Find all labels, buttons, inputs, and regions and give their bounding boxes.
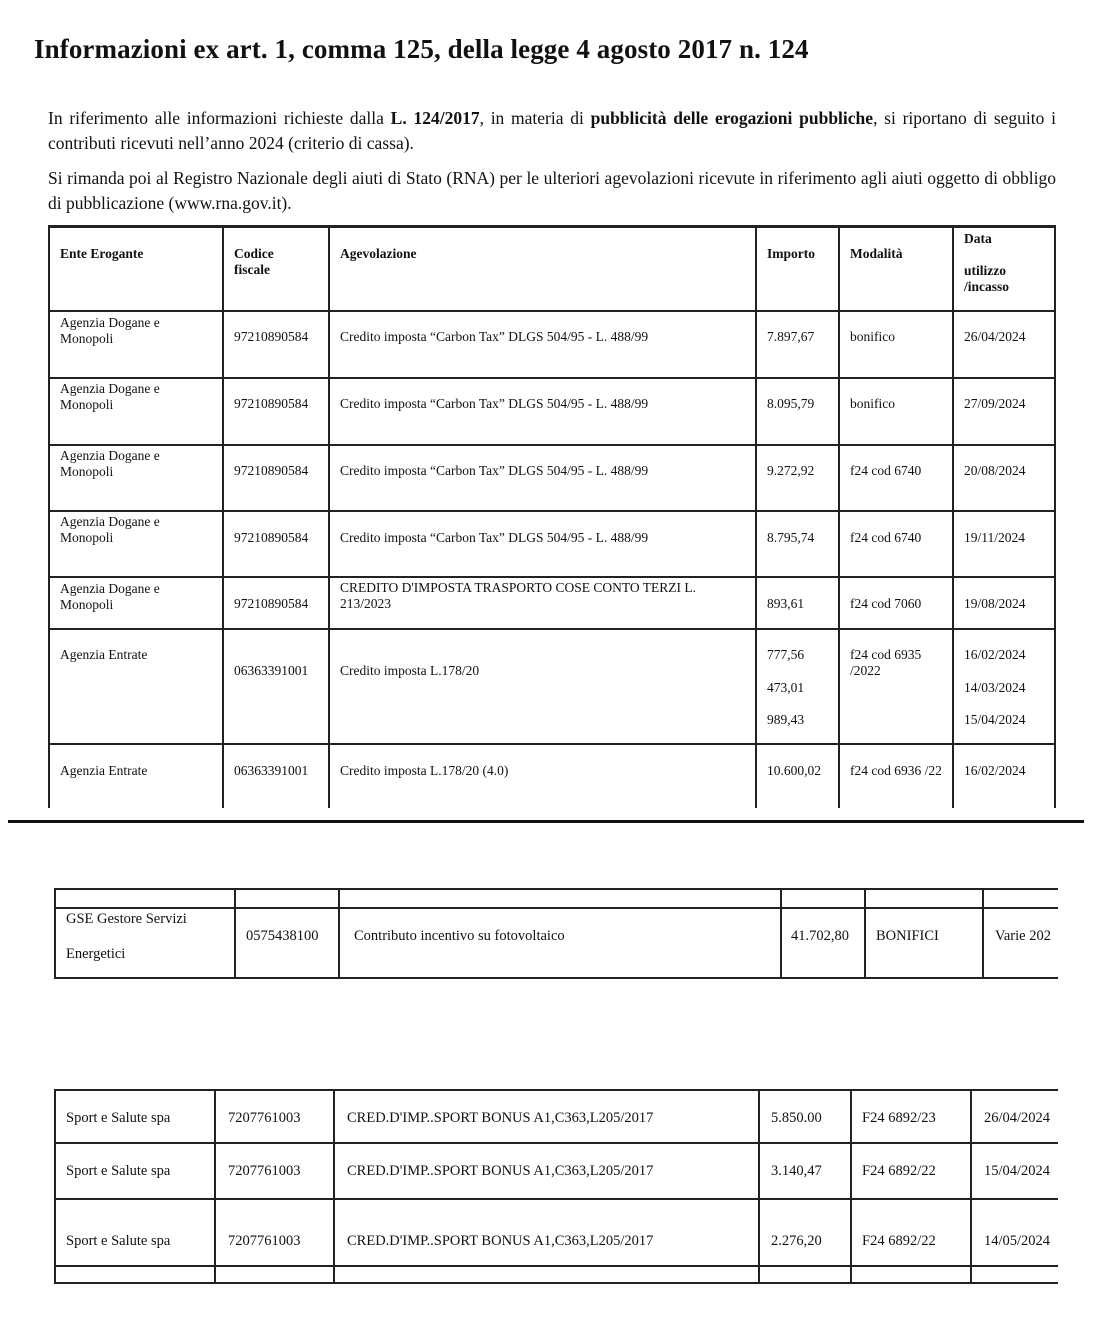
table-row-2-data: 27/09/2024 bbox=[964, 396, 1026, 411]
intro-paragraph-1: In riferimento alle informazioni richieste dalla L. 124/2017, in materia di pubblicità delle erogazioni pubbliche, si riportano di seguito i contributi ricevuti nell’anno 2024 (criterio di cassa). bbox=[48, 108, 1056, 153]
sport-row-3-data: 14/05/2024 bbox=[984, 1233, 1051, 1249]
table-row-5-ente: Agenzia Dogane e Monopoli bbox=[60, 581, 160, 612]
table-row-2-agev: Credito imposta “Carbon Tax” DLGS 504/95 - L. 488/99 bbox=[340, 396, 649, 411]
sport-row-3-ente: Sport e Salute spa bbox=[66, 1233, 171, 1249]
table-row-2-cf: 97210890584 bbox=[234, 396, 309, 411]
table-row-3-cf: 97210890584 bbox=[234, 463, 309, 478]
table-row-3-agev: Credito imposta “Carbon Tax” DLGS 504/95 - L. 488/99 bbox=[340, 463, 649, 478]
table-row-6-importo-3: 989,43 bbox=[767, 712, 805, 727]
table-row-3-modalita: f24 cod 6740 bbox=[850, 463, 922, 478]
sport-row-3-modalita: F24 6892/22 bbox=[862, 1233, 936, 1249]
table-row-5-cf: 97210890584 bbox=[234, 596, 309, 611]
header-data: Data bbox=[964, 231, 992, 246]
sport-row-2-modalita: F24 6892/22 bbox=[862, 1163, 936, 1179]
table-row-6-importo-2: 473,01 bbox=[767, 680, 805, 695]
header-ente: Ente Erogante bbox=[60, 246, 144, 261]
table-row-6-data-3: 15/04/2024 bbox=[964, 712, 1026, 727]
table-row-6-cf: 06363391001 bbox=[234, 663, 309, 678]
gse-modalita: BONIFICI bbox=[876, 928, 939, 944]
sport-row-2-ente: Sport e Salute spa bbox=[66, 1163, 171, 1179]
header-data-sub: utilizzo /incasso bbox=[964, 263, 1010, 294]
sport-row-3-agev: CRED.D'IMP..SPORT BONUS A1,C363,L205/2017 bbox=[347, 1233, 654, 1249]
table-row-4-ente: Agenzia Dogane e Monopoli bbox=[60, 514, 160, 545]
sport-row-1-modalita: F24 6892/23 bbox=[862, 1110, 936, 1126]
table-row-5-agev: CREDITO D'IMPOSTA TRASPORTO COSE CONTO TERZI L. 213/2023 bbox=[340, 580, 696, 611]
table-row-3-ente: Agenzia Dogane e Monopoli bbox=[60, 448, 160, 479]
table-row-4-data: 19/11/2024 bbox=[964, 530, 1026, 545]
table-row-6-data-2: 14/03/2024 bbox=[964, 680, 1026, 695]
table-row-2-ente: Agenzia Dogane e Monopoli bbox=[60, 381, 160, 412]
table-row-6-agev: Credito imposta L.178/20 bbox=[340, 663, 480, 678]
table-row-4-modalita: f24 cod 6740 bbox=[850, 530, 922, 545]
sport-row-1-agev: CRED.D'IMP..SPORT BONUS A1,C363,L205/2017 bbox=[347, 1110, 654, 1126]
table-row-6-importo-1: 777,56 bbox=[767, 647, 805, 662]
table-row-7-cf: 06363391001 bbox=[234, 763, 309, 778]
sport-row-1-cf: 7207761003 bbox=[228, 1110, 301, 1126]
header-codice-fiscale: Codice fiscale bbox=[234, 246, 274, 277]
sport-row-2-agev: CRED.D'IMP..SPORT BONUS A1,C363,L205/2017 bbox=[347, 1163, 654, 1179]
sport-row-2-data: 15/04/2024 bbox=[984, 1163, 1051, 1179]
gse-importo: 41.702,80 bbox=[791, 928, 849, 944]
table-row-5-importo: 893,61 bbox=[767, 596, 805, 611]
table-row-6-data-1: 16/02/2024 bbox=[964, 647, 1026, 662]
table-row-5-data: 19/08/2024 bbox=[964, 596, 1026, 611]
sport-row-2-cf: 7207761003 bbox=[228, 1163, 301, 1179]
table-row-1-modalita: bonifico bbox=[850, 329, 895, 344]
table-row-2-modalita: bonifico bbox=[850, 396, 895, 411]
table-row-6-ente: Agenzia Entrate bbox=[60, 647, 148, 662]
table-row-1-importo: 7.897,67 bbox=[767, 329, 815, 344]
table-row-4-cf: 97210890584 bbox=[234, 530, 309, 545]
sport-row-1-data: 26/04/2024 bbox=[984, 1110, 1051, 1126]
table-row-1-ente: Agenzia Dogane e Monopoli bbox=[60, 315, 160, 346]
table-row-7-ente: Agenzia Entrate bbox=[60, 763, 148, 778]
table-row-7-agev: Credito imposta L.178/20 (4.0) bbox=[340, 763, 509, 778]
page-title: Informazioni ex art. 1, comma 125, della legge 4 agosto 2017 n. 124 bbox=[34, 34, 809, 64]
sport-row-2-importo: 3.140,47 bbox=[771, 1163, 822, 1179]
table-row-1-cf: 97210890584 bbox=[234, 329, 309, 344]
table-row-1-agev: Credito imposta “Carbon Tax” DLGS 504/95 - L. 488/99 bbox=[340, 329, 649, 344]
header-modalita: Modalità bbox=[850, 246, 903, 261]
gse-agev: Contributo incentivo su fotovoltaico bbox=[354, 928, 565, 944]
table-row-2-importo: 8.095,79 bbox=[767, 396, 815, 411]
header-agevolazione: Agevolazione bbox=[340, 246, 417, 261]
header-importo: Importo bbox=[767, 246, 815, 261]
table-row-5-modalita: f24 cod 7060 bbox=[850, 596, 922, 611]
table-row-4-agev: Credito imposta “Carbon Tax” DLGS 504/95 - L. 488/99 bbox=[340, 530, 649, 545]
table-row-3-data: 20/08/2024 bbox=[964, 463, 1026, 478]
sport-row-1-ente: Sport e Salute spa bbox=[66, 1110, 171, 1126]
table-row-1-data: 26/04/2024 bbox=[964, 329, 1026, 344]
gse-ente-line1: GSE Gestore Servizi bbox=[66, 911, 187, 927]
table-row-7-data: 16/02/2024 bbox=[964, 763, 1026, 778]
table-row-4-importo: 8.795,74 bbox=[767, 530, 815, 545]
sport-row-1-importo: 5.850.00 bbox=[771, 1110, 822, 1126]
table-row-3-importo: 9.272,92 bbox=[767, 463, 815, 478]
gse-cf: 0575438100 bbox=[246, 928, 319, 944]
table-row-6-modalita: f24 cod 6935 /2022 bbox=[850, 647, 922, 678]
intro-paragraph-2: Si rimanda poi al Registro Nazionale degli aiuti di Stato (RNA) per le ulteriori agevolazioni ricevute in riferimento agli aiuti oggetto di obbligo di pubblicazione (www.rna.gov.it). bbox=[48, 168, 1056, 213]
sport-row-3-cf: 7207761003 bbox=[228, 1233, 301, 1249]
gse-ente-line2: Energetici bbox=[66, 946, 126, 962]
table-row-7-modalita: f24 cod 6936 /22 bbox=[850, 763, 942, 778]
gse-data: Varie 202 bbox=[995, 928, 1051, 944]
sport-row-3-importo: 2.276,20 bbox=[771, 1233, 822, 1249]
table-row-7-importo: 10.600,02 bbox=[767, 763, 821, 778]
